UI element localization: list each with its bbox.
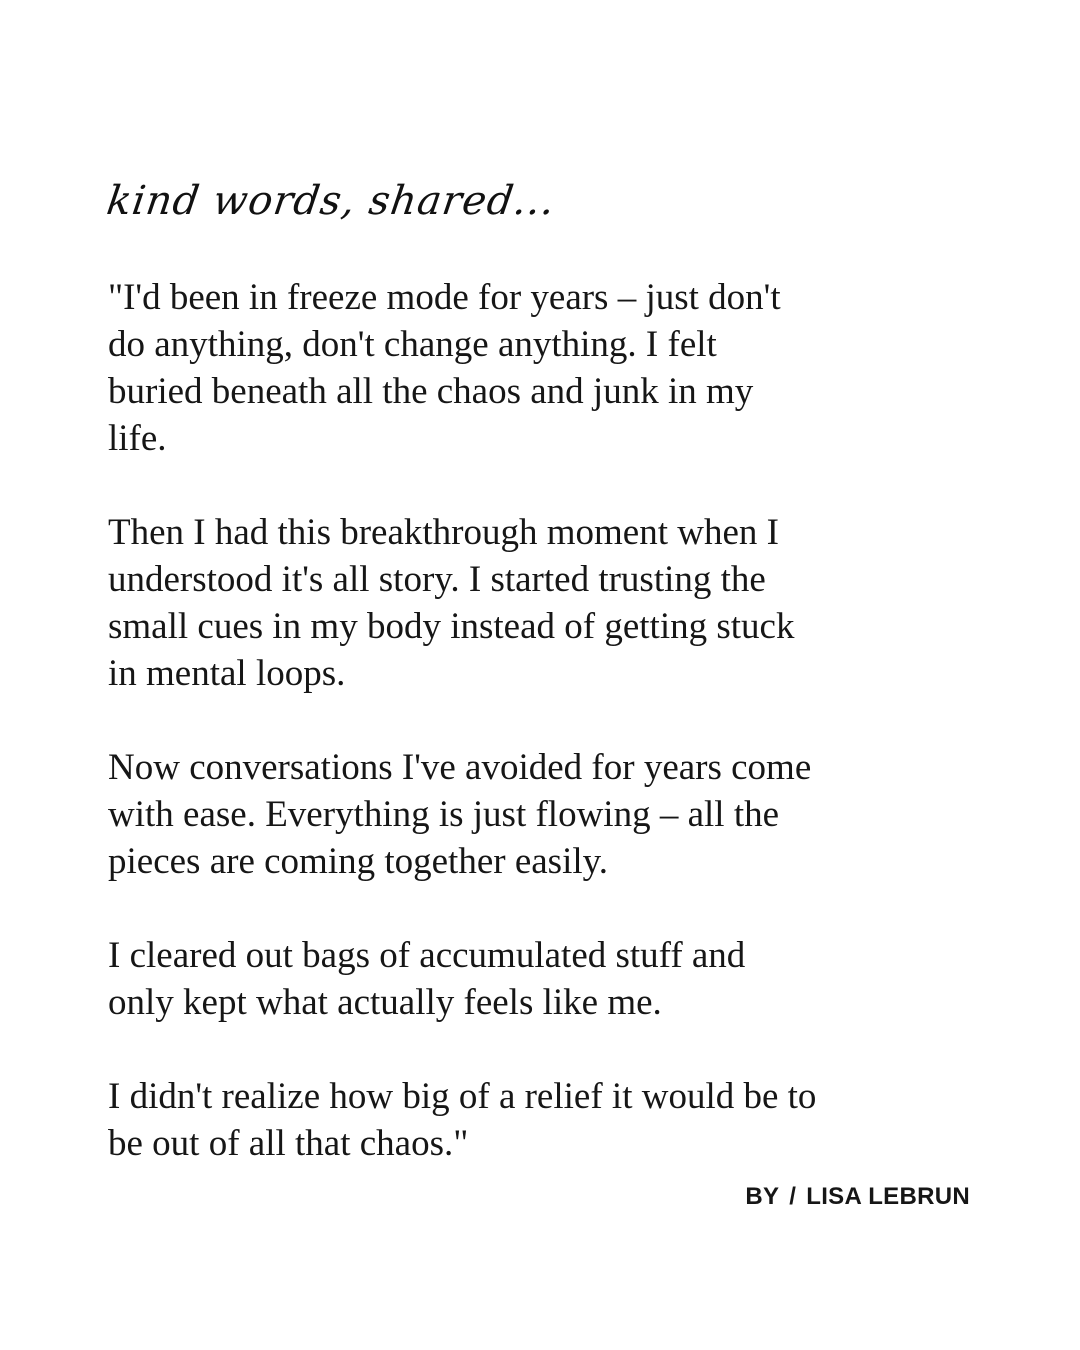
page-title: kind words, shared... [104, 178, 559, 224]
quote-line: do anything, don't change anything. I felt [108, 324, 717, 365]
quote-line: only kept what actually feels like me. [108, 982, 662, 1023]
quote-line: "I'd been in freeze mode for years – just don't [108, 277, 781, 318]
testimonial-quote [108, 274, 968, 1167]
quote-line: I didn't realize how big of a relief it would be to [108, 1076, 817, 1117]
quote-paragraph-3 [108, 744, 968, 885]
quote-line: I cleared out bags of accumulated stuff and [108, 935, 746, 976]
quote-paragraph-5 [108, 1073, 968, 1167]
quote-line: Now conversations I've avoided for years come [108, 747, 812, 788]
quote-line: be out of all that chaos." [108, 1123, 469, 1164]
quote-line: life. [108, 418, 167, 459]
quote-line: buried beneath all the chaos and junk in my [108, 371, 754, 412]
quote-line: with ease. Everything is just flowing – all the [108, 794, 780, 835]
byline-prefix: BY [745, 1183, 780, 1210]
quote-line: Then I had this breakthrough moment when I [108, 512, 779, 553]
quote-line: in mental loops. [108, 653, 346, 694]
quote-paragraph-2 [108, 509, 968, 697]
author-byline [745, 1183, 970, 1211]
author-name: LISA LEBRUN [806, 1183, 970, 1210]
byline-separator: / [789, 1183, 797, 1210]
quote-paragraph-4 [108, 932, 968, 1026]
quote-line: small cues in my body instead of getting stuck [108, 606, 795, 647]
quote-line: understood it's all story. I started trusting the [108, 559, 766, 600]
quote-paragraph-1 [108, 274, 968, 462]
quote-line: pieces are coming together easily. [108, 841, 608, 882]
